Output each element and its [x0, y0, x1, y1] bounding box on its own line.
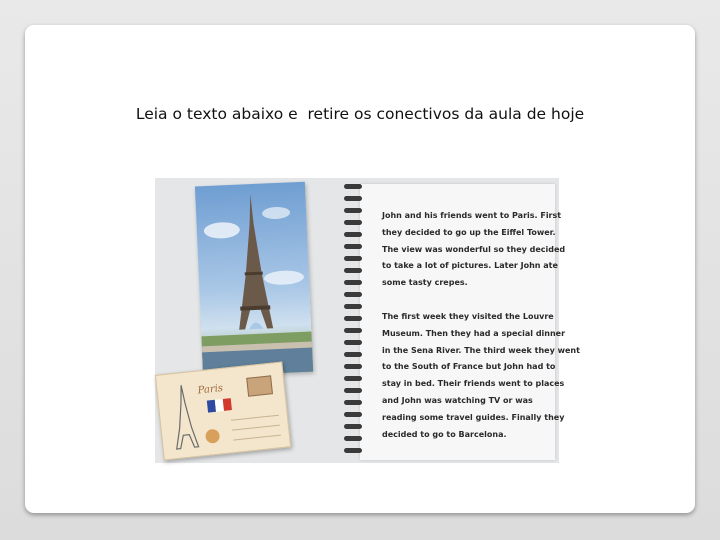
- spiral-ring: [344, 280, 362, 285]
- spiral-ring: [344, 328, 362, 333]
- spiral-ring: [344, 304, 362, 309]
- story-line: in the Sena River. The third week they went: [382, 345, 580, 355]
- spiral-ring: [344, 376, 362, 381]
- paris-postcard: [155, 362, 291, 461]
- story-line: John and his friends went to Paris. First: [382, 211, 562, 220]
- paragraph-2: [382, 309, 580, 443]
- spiral-ring: [344, 268, 362, 273]
- spiral-ring: [344, 184, 362, 189]
- story-line: decided to go to Barcelona.: [382, 429, 507, 439]
- paragraph-1: [382, 208, 566, 292]
- story-line: and John was watching TV or was: [382, 395, 533, 405]
- eiffel-tower-photo: [195, 182, 313, 377]
- postcard-icon: [156, 363, 290, 460]
- spiral-ring: [344, 364, 362, 369]
- spiral-ring: [344, 424, 362, 429]
- spiral-ring: [344, 256, 362, 261]
- spiral-ring: [344, 244, 362, 249]
- spiral-ring: [344, 400, 362, 405]
- postcard-stamp-text: Paris: [197, 382, 224, 397]
- spiral-ring: [344, 208, 362, 213]
- slide-title: Leia o texto abaixo e retire os conectivos da aula de hoje: [135, 105, 585, 123]
- story-line: they decided to go up the Eiffel Tower.: [382, 227, 556, 237]
- eiffel-tower-icon: [195, 182, 313, 377]
- spiral-binding: [341, 178, 365, 463]
- spiral-ring: [344, 232, 362, 237]
- story-text: [382, 208, 580, 443]
- spiral-ring: [344, 220, 362, 225]
- scrapbook-image: [155, 178, 580, 463]
- story-line: The first week they visited the Louvre: [382, 311, 554, 321]
- story-line: The view was wonderful so they decided: [382, 244, 566, 254]
- spiral-ring: [344, 196, 362, 201]
- story-line: stay in bed. Their friends went to places: [382, 379, 565, 389]
- spiral-ring: [344, 340, 362, 345]
- story-line: to take a lot of pictures. Later John ate: [382, 261, 558, 271]
- spiral-ring: [344, 316, 362, 321]
- spiral-ring: [344, 412, 362, 417]
- spiral-ring: [344, 436, 362, 441]
- story-line: reading some travel guides. Finally they: [382, 412, 565, 422]
- spiral-ring: [344, 292, 362, 297]
- spiral-ring: [344, 388, 362, 393]
- story-line: Museum. Then they had a special dinner: [382, 328, 566, 338]
- spiral-ring: [344, 448, 362, 453]
- story-line: to the South of France but John had to: [382, 362, 556, 372]
- spiral-ring: [344, 352, 362, 357]
- story-line: some tasty crepes.: [382, 278, 468, 288]
